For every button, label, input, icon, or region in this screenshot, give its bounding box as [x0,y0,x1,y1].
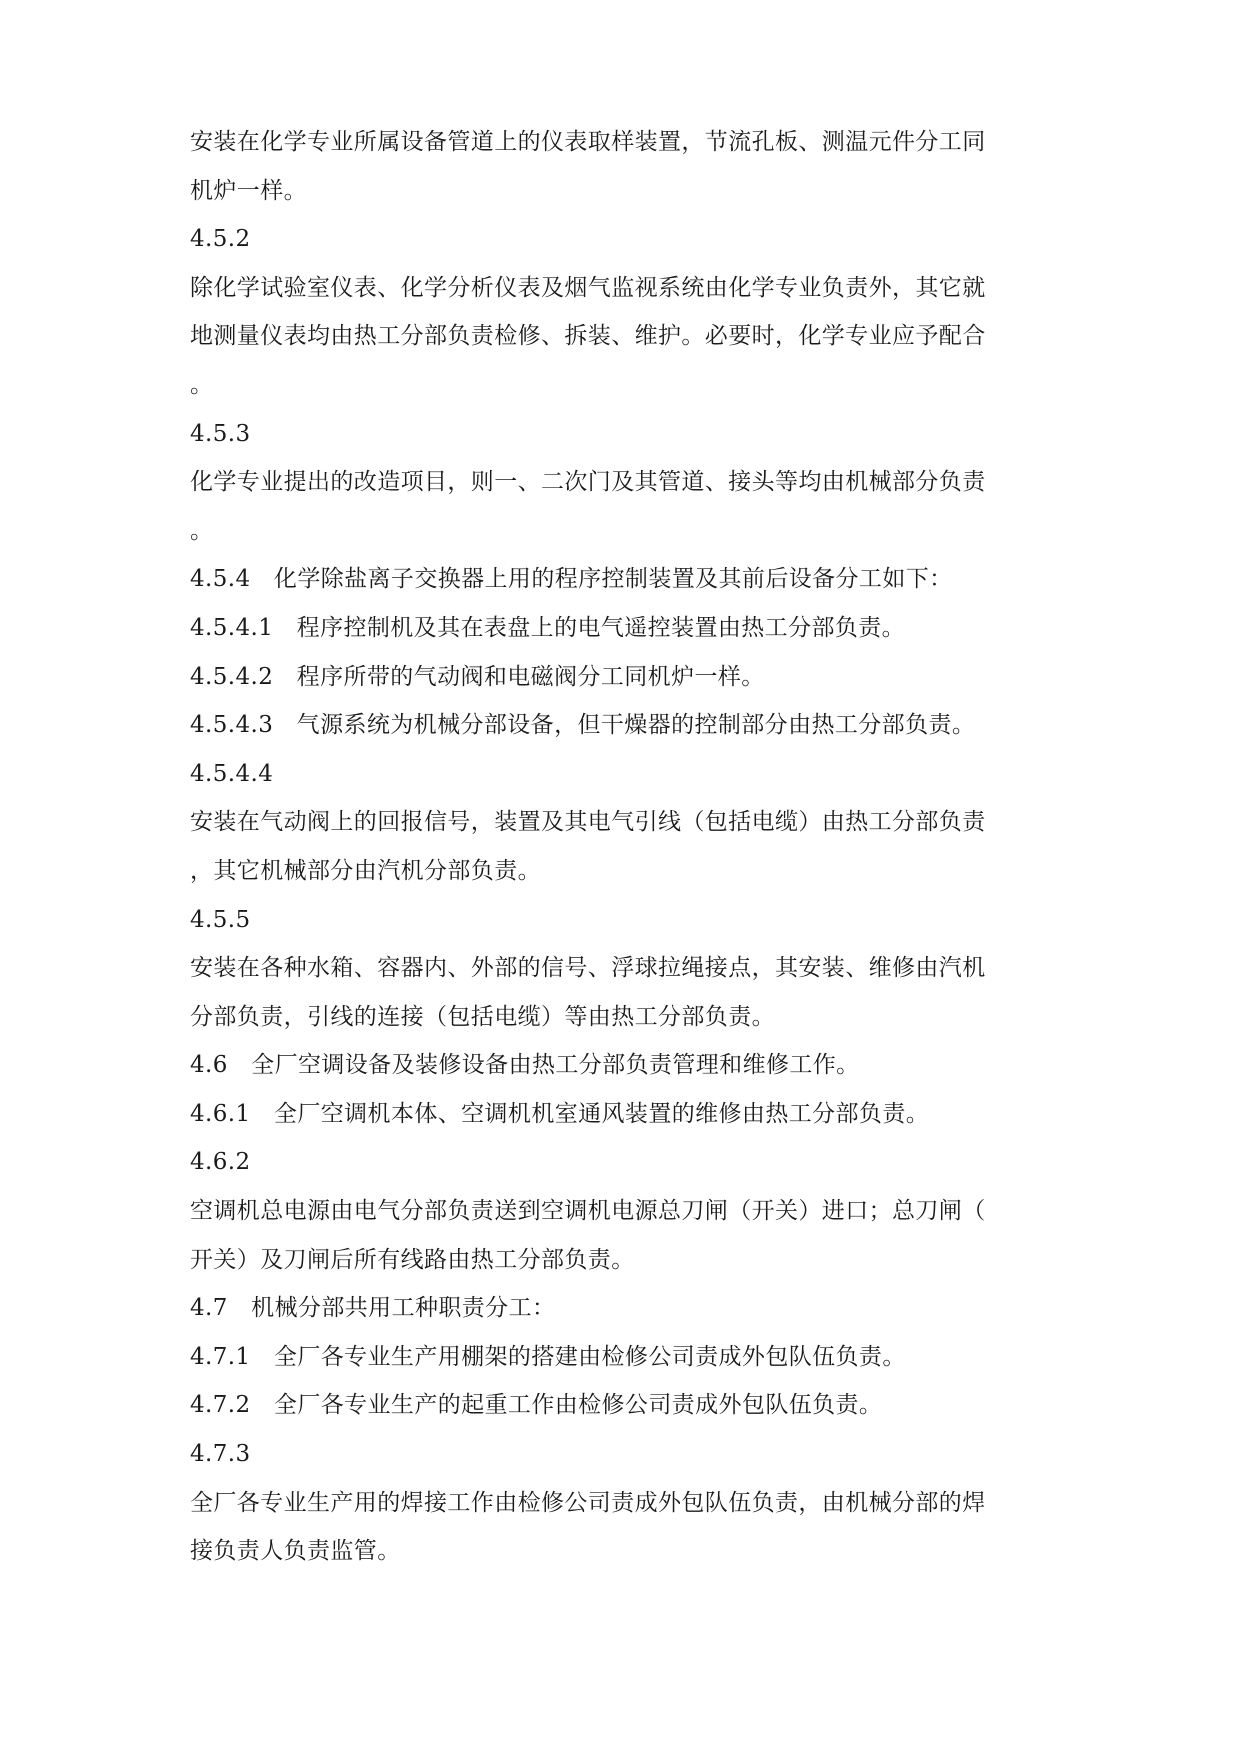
section-number: 4.5.3 [190,420,251,447]
text-line: 分部负责，引线的连接（包括电缆）等由热工分部负责。 [190,1003,775,1030]
section-heading: 4.5.4.1 程序控制机及其在表盘上的电气遥控装置由热工分部负责。 [190,614,906,641]
text-line: 空调机总电源由电气分部负责送到空调机电源总刀闸（开关）进口；总刀闸（ [190,1198,986,1225]
section-heading: 4.6 全厂空调设备及装修设备由热工分部负责管理和维修工作。 [190,1052,860,1079]
section-number: 4.5.5 [190,906,251,933]
section-heading: 4.5.4.3 气源系统为机械分部设备，但干燥器的控制部分由热工分部负责。 [190,712,976,739]
section-heading: 4.7.2 全厂各专业生产的起重工作由检修公司责成外包队伍负责。 [190,1392,883,1419]
text-line: 机炉一样。 [190,177,307,204]
text-line: ，其它机械部分由汽机分部负责。 [190,857,541,884]
text-line: 接负责人负责监管。 [190,1538,401,1565]
section-number: 4.7.3 [190,1441,251,1468]
text-line: 开关）及刀闸后所有线路由热工分部负责。 [190,1246,635,1273]
text-line: 安装在化学专业所属设备管道上的仪表取样装置，节流孔板、测温元件分工同 [190,129,986,155]
text-line: 除化学试验室仪表、化学分析仪表及烟气监视系统由化学专业负责外，其它就 [190,274,986,301]
text-line: 。 [190,517,214,544]
text-line: 地测量仪表均由热工分部负责检修、拆装、维护。必要时，化学专业应予配合 [190,323,986,350]
section-heading: 4.7.1 全厂各专业生产用棚架的搭建由检修公司责成外包队伍负责。 [190,1343,906,1370]
section-number: 4.5.2 [190,226,251,253]
text-line: 安装在气动阀上的回报信号，装置及其电气引线（包括电缆）由热工分部负责 [190,809,986,836]
text-line: 全厂各专业生产用的焊接工作由检修公司责成外包队伍负责，由机械分部的焊 [190,1489,986,1516]
section-heading: 4.5.4.2 程序所带的气动阀和电磁阀分工同机炉一样。 [190,663,765,690]
document-body [190,118,1052,1576]
text-line: 化学专业提出的改造项目，则一、二次门及其管道、接头等均由机械部分负责 [190,469,986,496]
section-heading: 4.6.1 全厂空调机本体、空调机机室通风装置的维修由热工分部负责。 [190,1100,930,1127]
text-line: 安装在各种水箱、容器内、外部的信号、浮球拉绳接点，其安装、维修由汽机 [190,955,986,982]
text-line: 。 [190,371,214,398]
section-number: 4.6.2 [190,1149,251,1176]
section-number: 4.5.4.4 [190,760,274,787]
section-heading: 4.5.4 化学除盐离子交换器上用的程序控制装置及其前后设备分工如下： [190,566,953,593]
section-heading: 4.7 机械分部共用工种职责分工： [190,1295,556,1322]
